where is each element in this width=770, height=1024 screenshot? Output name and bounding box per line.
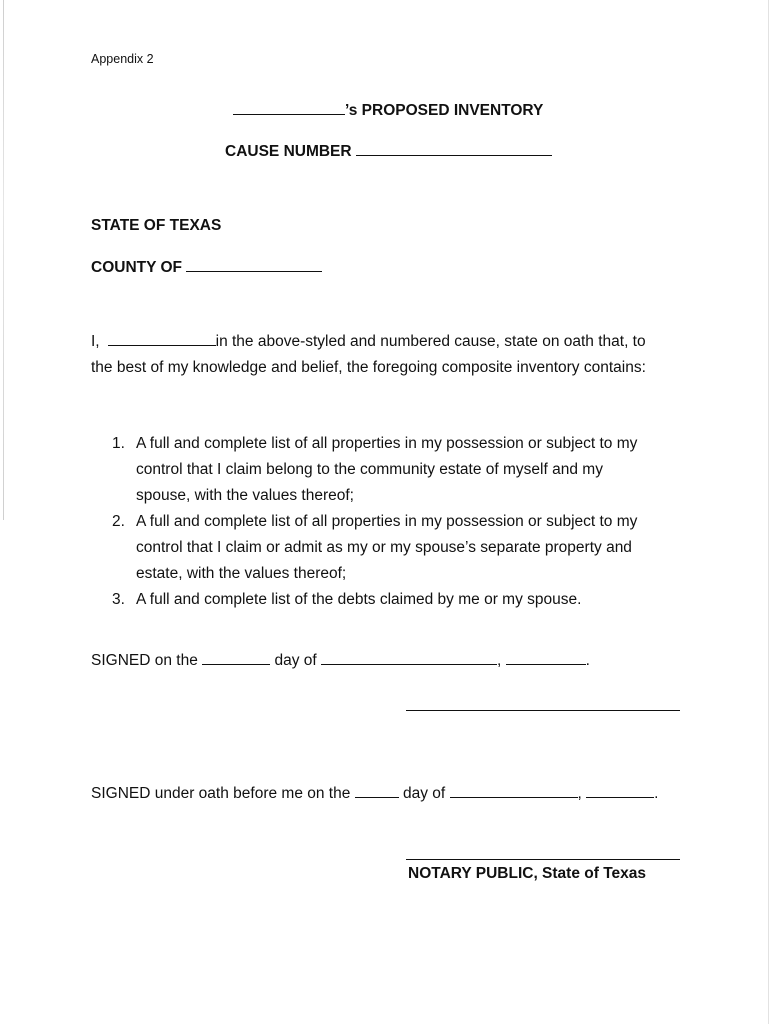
list-item-text [136, 509, 682, 587]
signed-day-blank [202, 649, 270, 665]
list-item-text [136, 431, 682, 509]
notary-signed-line [91, 782, 658, 804]
notary-period: . [654, 785, 659, 802]
list-item-line: spouse, with the values thereof; [136, 487, 354, 504]
cause-number-label: CAUSE NUMBER [225, 143, 352, 160]
list-item-line: control that I claim belong to the community estate of myself and my [136, 461, 603, 478]
oath-paragraph [91, 329, 691, 381]
list-item-line: control that I claim or admit as my or my spouse’s separate property and [136, 539, 632, 556]
list-item-3 [112, 587, 682, 613]
signed-day-of: day of [274, 652, 317, 669]
state-of-texas: STATE OF TEXAS [91, 217, 222, 234]
notary-year-blank [586, 782, 654, 798]
county-blank [186, 256, 322, 272]
affiant-signature-line [406, 710, 680, 711]
notary-signature-line [406, 859, 680, 860]
notary-comma: , [577, 785, 582, 802]
oath-line-1-text: in the above-styled and numbered cause, state on oath that, to [215, 333, 646, 350]
oath-line-1 [91, 329, 691, 355]
oath-prefix: I, [91, 333, 100, 350]
notary-signed-prefix: SIGNED under oath before me on the [91, 785, 351, 802]
oath-line-2: the best of my knowledge and belief, the foregoing composite inventory contains: [91, 359, 646, 376]
inventory-title [233, 99, 543, 121]
notary-label: NOTARY PUBLIC, State of Texas [408, 865, 646, 882]
list-item-number: 2. [112, 513, 125, 530]
signed-line [91, 649, 590, 671]
signed-prefix: SIGNED on the [91, 652, 198, 669]
party-name-blank [233, 99, 345, 115]
list-item-text [136, 587, 682, 613]
signed-comma: , [497, 652, 502, 669]
list-item-line: A full and complete list of the debts claimed by me or my spouse. [136, 591, 582, 608]
notary-month-blank [450, 782, 578, 798]
notary-day-of: day of [402, 785, 446, 802]
signed-period: . [585, 652, 590, 669]
county-label: COUNTY OF [91, 259, 182, 276]
list-item-number: 1. [112, 435, 125, 452]
appendix-label: Appendix 2 [91, 52, 154, 66]
list-item-line: A full and complete list of all properties in my possession or subject to my [136, 513, 638, 530]
cause-number-blank [356, 140, 552, 156]
county-line [91, 256, 322, 278]
inventory-title-text: ’s PROPOSED INVENTORY [345, 102, 544, 119]
list-item-line: estate, with the values thereof; [136, 565, 347, 582]
signed-year-blank [506, 649, 586, 665]
affiant-name-blank [108, 330, 216, 346]
cause-number-line [225, 140, 552, 162]
list-item-1 [112, 431, 682, 509]
list-item-line: A full and complete list of all properties in my possession or subject to my [136, 435, 638, 452]
scan-edge-right [768, 0, 769, 1024]
list-item-2 [112, 509, 682, 587]
signed-month-blank [321, 649, 497, 665]
notary-day-blank [355, 782, 399, 798]
list-item-number: 3. [112, 591, 125, 608]
scan-edge-left [3, 0, 4, 520]
